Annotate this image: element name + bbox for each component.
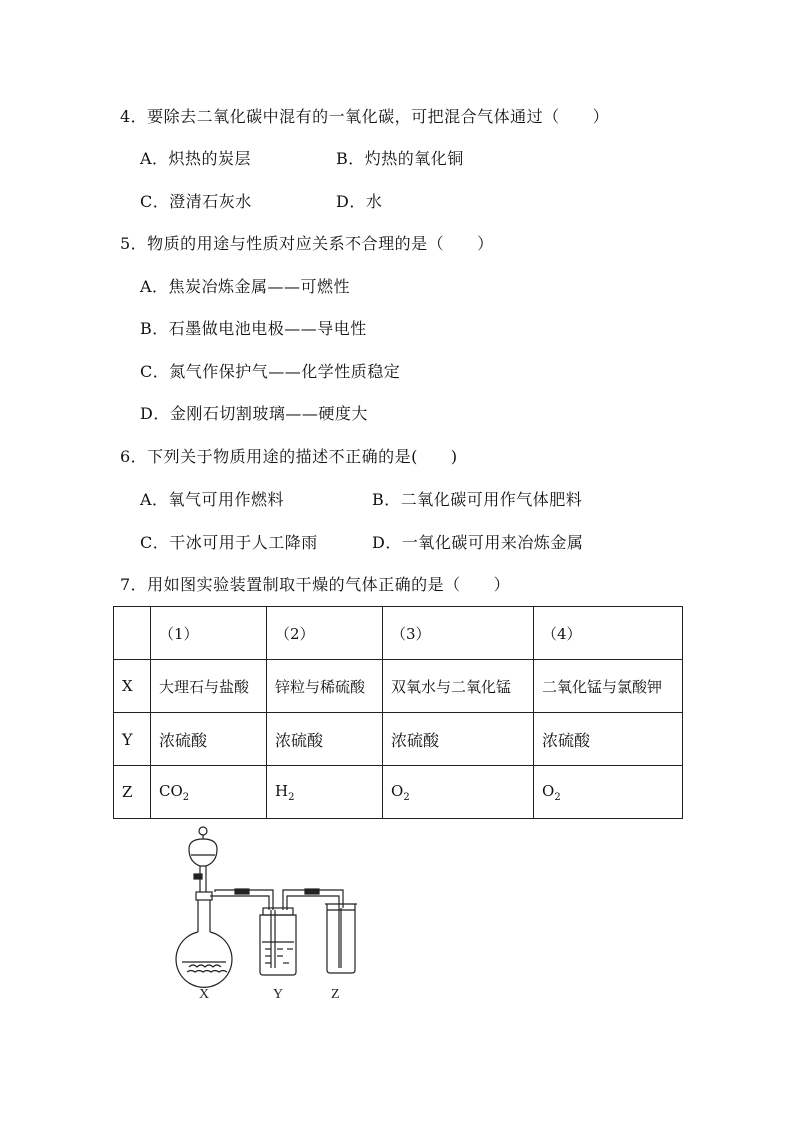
table-cell: 大理石与盐酸: [151, 660, 267, 713]
table-row: [114, 766, 683, 819]
q7-stem: 7．用如图实验装置制取干燥的气体正确的是（ ）: [120, 575, 511, 594]
table-header-cell: （2）: [267, 607, 383, 660]
gas-jar-z-icon: [325, 904, 357, 973]
label-y: Y: [273, 987, 284, 1002]
formula-subscript: 2: [182, 791, 190, 803]
q5-option-b: B．石墨做电池电极——导电性: [140, 319, 367, 338]
separatory-funnel-icon: [189, 827, 217, 892]
table-row: [114, 660, 683, 713]
table-cell: 二氧化锰与氯酸钾: [534, 660, 683, 713]
table-cell: [383, 766, 534, 819]
table-cell: 浓硫酸: [383, 713, 534, 766]
table-cell: 浓硫酸: [534, 713, 683, 766]
formula-base: O: [542, 781, 555, 800]
table-row: [114, 713, 683, 766]
apparatus-diagram: [165, 822, 385, 1007]
formula-subscript: 2: [554, 791, 561, 803]
q5-option-c: C．氮气作保护气——化学性质稳定: [140, 362, 401, 381]
row-label-x: X: [114, 660, 151, 713]
table-cell: [151, 766, 267, 819]
reagent-table: [113, 606, 683, 819]
q6-option-a: A．氧气可用作燃料: [140, 490, 285, 509]
table-cell: 浓硫酸: [267, 713, 383, 766]
label-x: X: [199, 987, 210, 1002]
table-cell: [267, 766, 383, 819]
q5-option-d: D．金刚石切割玻璃——硬度大: [140, 404, 368, 423]
q5-option-a: A．焦炭冶炼金属——可燃性: [140, 277, 351, 296]
table-header-cell: （1）: [151, 607, 267, 660]
q4-option-c: C．澄清石灰水: [140, 192, 252, 211]
q4-option-d: D．水: [336, 192, 383, 211]
q6-option-d: D．一氧化碳可用来冶炼金属: [372, 533, 584, 552]
q6-stem: 6．下列关于物质用途的描述不正确的是( ): [120, 447, 458, 466]
q4-stem: 4．要除去二氧化碳中混有的一氧化碳，可把混合气体通过（ ）: [120, 107, 610, 126]
table-header-cell: （3）: [383, 607, 534, 660]
formula-base: CO: [159, 781, 183, 800]
q6-option-c: C．干冰可用于人工降雨: [140, 533, 318, 552]
q5-stem: 5．物质的用途与性质对应关系不合理的是（ ）: [120, 234, 494, 253]
q6-option-b: B．二氧化碳可用作气体肥料: [372, 490, 583, 509]
table-header-cell: （4）: [534, 607, 683, 660]
table-header-row: [114, 607, 683, 660]
table-header-cell: [114, 607, 151, 660]
table-cell: 锌粒与稀硫酸: [267, 660, 383, 713]
q4-option-b: B．灼热的氧化铜: [336, 149, 464, 168]
row-label-z: Z: [114, 766, 151, 819]
label-z: Z: [331, 987, 340, 1002]
formula-base: O: [391, 781, 404, 800]
formula-subscript: 2: [288, 791, 295, 803]
formula-subscript: 2: [403, 791, 410, 803]
table-cell: 双氧水与二氧化锰: [383, 660, 534, 713]
table-cell: [534, 766, 683, 819]
row-label-y: Y: [114, 713, 151, 766]
formula-base: H: [275, 781, 289, 800]
q4-option-a: A．炽热的炭层: [140, 149, 252, 168]
flask-x-icon: [176, 889, 273, 987]
table-cell: 浓硫酸: [151, 713, 267, 766]
